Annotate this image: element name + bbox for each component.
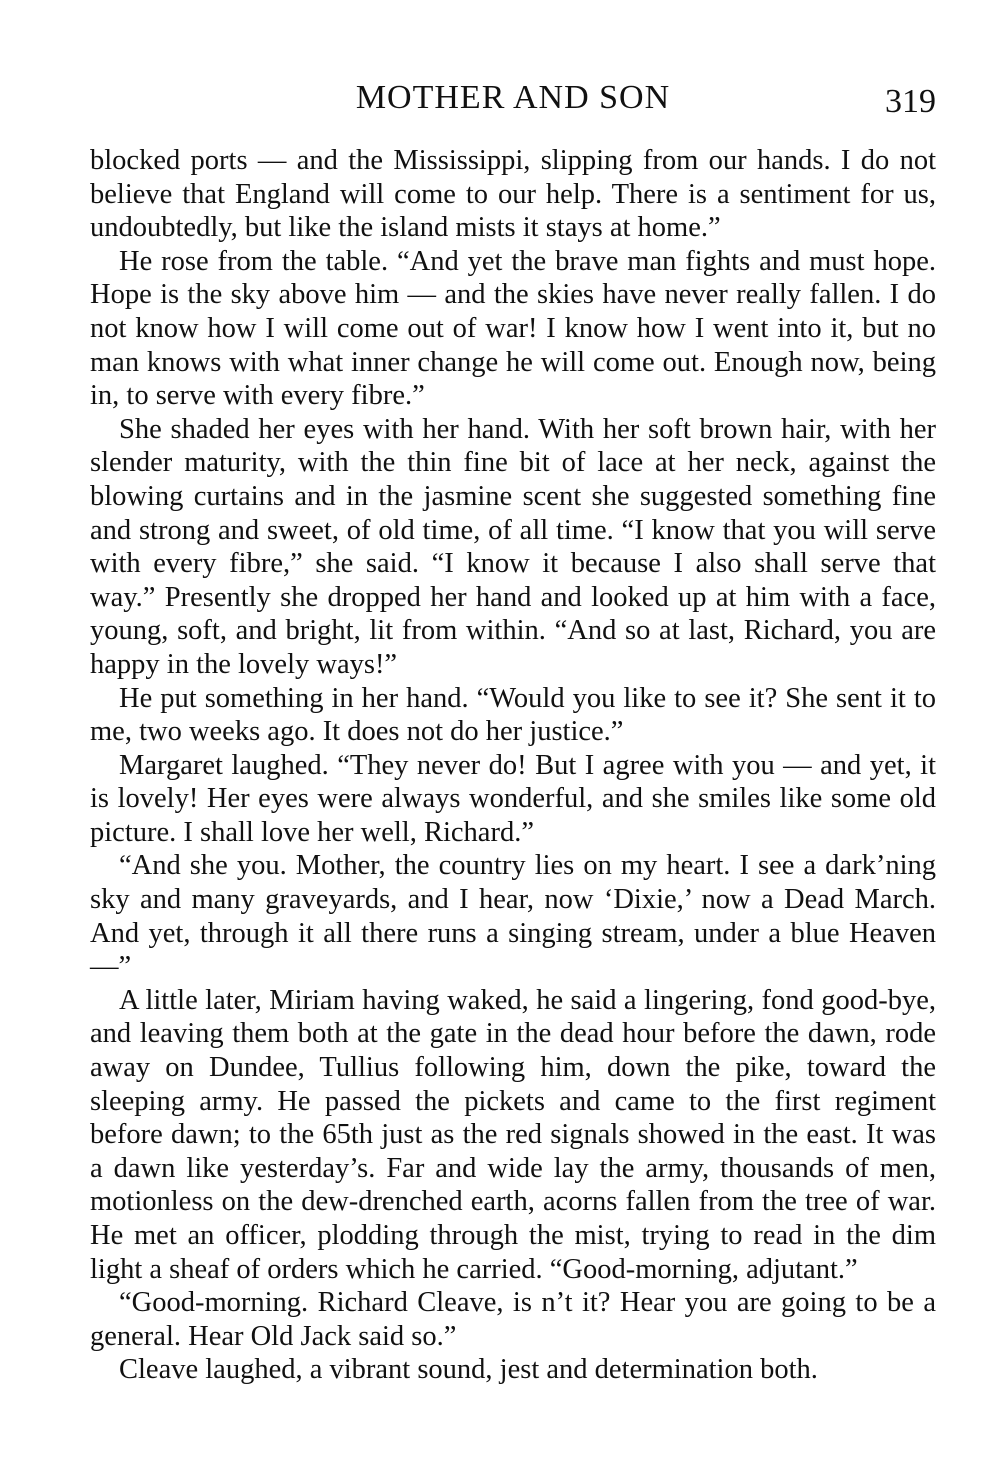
paragraph: Margaret laughed. “They never do! But I agree with you — and yet, it is lovely! Her eyes were always wonderful, and she smiles like some old picture. I shall love her well, Richard.”: [90, 749, 936, 848]
body-text: [90, 144, 936, 1387]
paragraph: He put something in her hand. “Would you like to see it? She sent it to me, two weeks ago. It does not do her justice.”: [90, 682, 936, 748]
page-number: 319: [885, 83, 936, 120]
paragraph: blocked ports — and the Mississippi, slipping from our hands. I do not believe that England will come to our help. There is a sentiment for us, undoubtedly, but like the island mists it stays at home.”: [90, 145, 936, 244]
paragraph: A little later, Miriam having waked, he said a lingering, fond good-bye, and leaving them both at the gate in the dead hour before the dawn, rode away on Dundee, Tullius following him, down the pike, toward the sleeping army. He passed the pickets and came to the first regiment before dawn; to the 65th just as the red signals showed in the east. It was a dawn like yesterday’s. Far and wide lay the army, thousands of men, motionless on the dew-drenched earth, acorns fallen from the tree of war. He met an officer, plodding through the mist, trying to read in the dim light a sheaf of orders which he carried. “Good-morning, adjutant.”: [90, 984, 936, 1285]
running-head: [90, 76, 936, 120]
paragraph: He rose from the table. “And yet the brave man fights and must hope. Hope is the sky above him — and the skies have never really fallen. I do not know how I will come out of war! I know how I went into it, but no man knows with what inner change he will come out. Enough now, being in, to serve with every fibre.”: [90, 245, 936, 412]
paragraph: “Good-morning. Richard Cleave, is n’t it? Hear you are going to be a general. Hear Old Jack said so.”: [90, 1287, 936, 1352]
paragraph: “And she you. Mother, the country lies on my heart. I see a dark’ning sky and many graveyards, and I hear, now ‘Dixie,’ now a Dead March. And yet, through it all there runs a singing stream, under a blue Heaven —”: [90, 850, 936, 983]
running-title: MOTHER AND SON: [355, 79, 671, 116]
paragraph: Cleave laughed, a vibrant sound, jest and determination both.: [119, 1354, 818, 1386]
paragraph: She shaded her eyes with her hand. With her soft brown hair, with her slender maturity, with the thin fine bit of lace at her neck, against the blowing curtains and in the jasmine scent she suggested something fine and strong and sweet, of old time, of all time. “I know that you will serve with every fibre,” she said. “I know it because I also shall serve that way.” Presently she dropped her hand and looked up at him with a face, young, soft, and bright, lit from within. “And so at last, Richard, you are happy in the lovely ways!”: [90, 413, 936, 680]
